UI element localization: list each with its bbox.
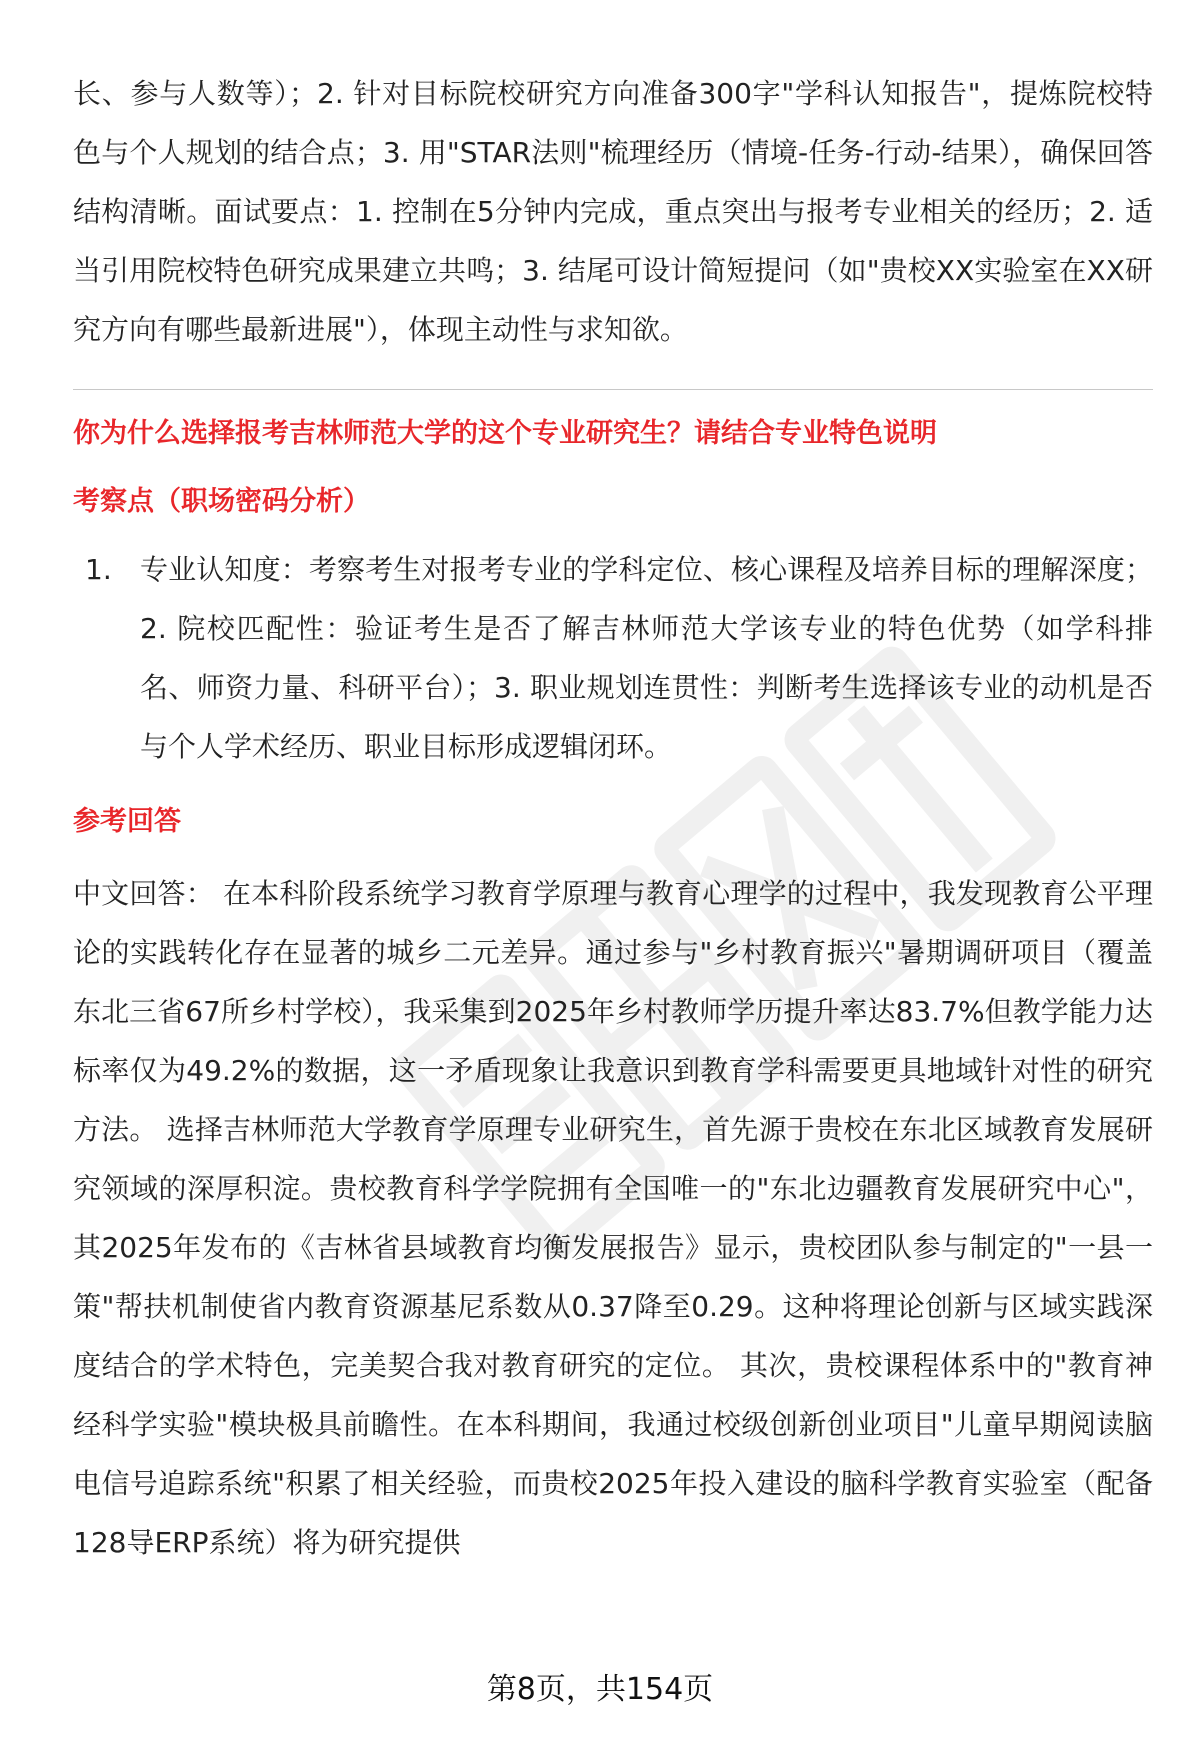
- list-item-number: 1.: [85, 553, 112, 586]
- list-item-text: 专业认知度：考察考生对报考专业的学科定位、核心课程及培养目标的理解深度；2. 院校匹配性：验证考生是否了解吉林师范大学该专业的特色优势（如学科排名、师资力量、科研平台）；3. 职业规划连贯性：判断考生选择该专业的动机是否与个人学术经历、职业目标形成逻辑闭环。: [140, 553, 1153, 763]
- exam-points-title: 考察点（职场密码分析）: [73, 486, 370, 517]
- document-page: [73, 64, 1153, 1572]
- intro-paragraph: 长、参与人数等）；2. 针对目标院校研究方向准备300字"学科认知报告"，提炼院校特色与个人规划的结合点；3. 用"STAR法则"梳理经历（情境-任务-行动-结果），确保回答结构清晰。面试要点：1. 控制在5分钟内完成，重点突出与报考专业相关的经历；2. 适当引用院校特色研究成果建立共鸣；3. 结尾可设计简短提问（如"贵校XX实验室在XX研究方向有哪些最新进展"），体现主动性与求知欲。: [73, 77, 1153, 346]
- question-heading: 你为什么选择报考吉林师范大学的这个专业研究生？请结合专业特色说明: [73, 418, 937, 449]
- exam-points-list-item: [73, 540, 1153, 776]
- page-indicator: 第8页，共154页: [486, 1672, 714, 1707]
- reference-answer-text: 中文回答： 在本科阶段系统学习教育学原理与教育心理学的过程中，我发现教育公平理论的实践转化存在显著的城乡二元差异。通过参与"乡村教育振兴"暑期调研项目（覆盖东北三省67所乡村学校），我采集到2025年乡村教师学历提升率达83.7%但教学能力达标率仅为49.2%的数据，这一矛盾现象让我意识到教育学科需要更具地域针对性的研究方法。 选择吉林师范大学教育学原理专业研究生，首先源于贵校在东北区域教育发展研究领域的深厚积淀。贵校教育科学学院拥有全国唯一的"东北边疆教育发展研究中心"，其2025年发布的《吉林省县域教育均衡发展报告》显示，贵校团队参与制定的"一县一策"帮扶机制使省内教育资源基尼系数从0.37降至0.29。这种将理论创新与区域实践深度结合的学术特色，完美契合我对教育研究的定位。 其次，贵校课程体系中的"教育神经科学实验"模块极具前瞻性。在本科期间，我通过校级创新创业项目"儿童早期阅读脑电信号追踪系统"积累了相关经验，而贵校2025年投入建设的脑科学教育实验室（配备128导ERP系统）将为研究提供: [73, 877, 1153, 1559]
- section-divider: [73, 389, 1153, 390]
- reference-answer-title: 参考回答: [73, 806, 181, 837]
